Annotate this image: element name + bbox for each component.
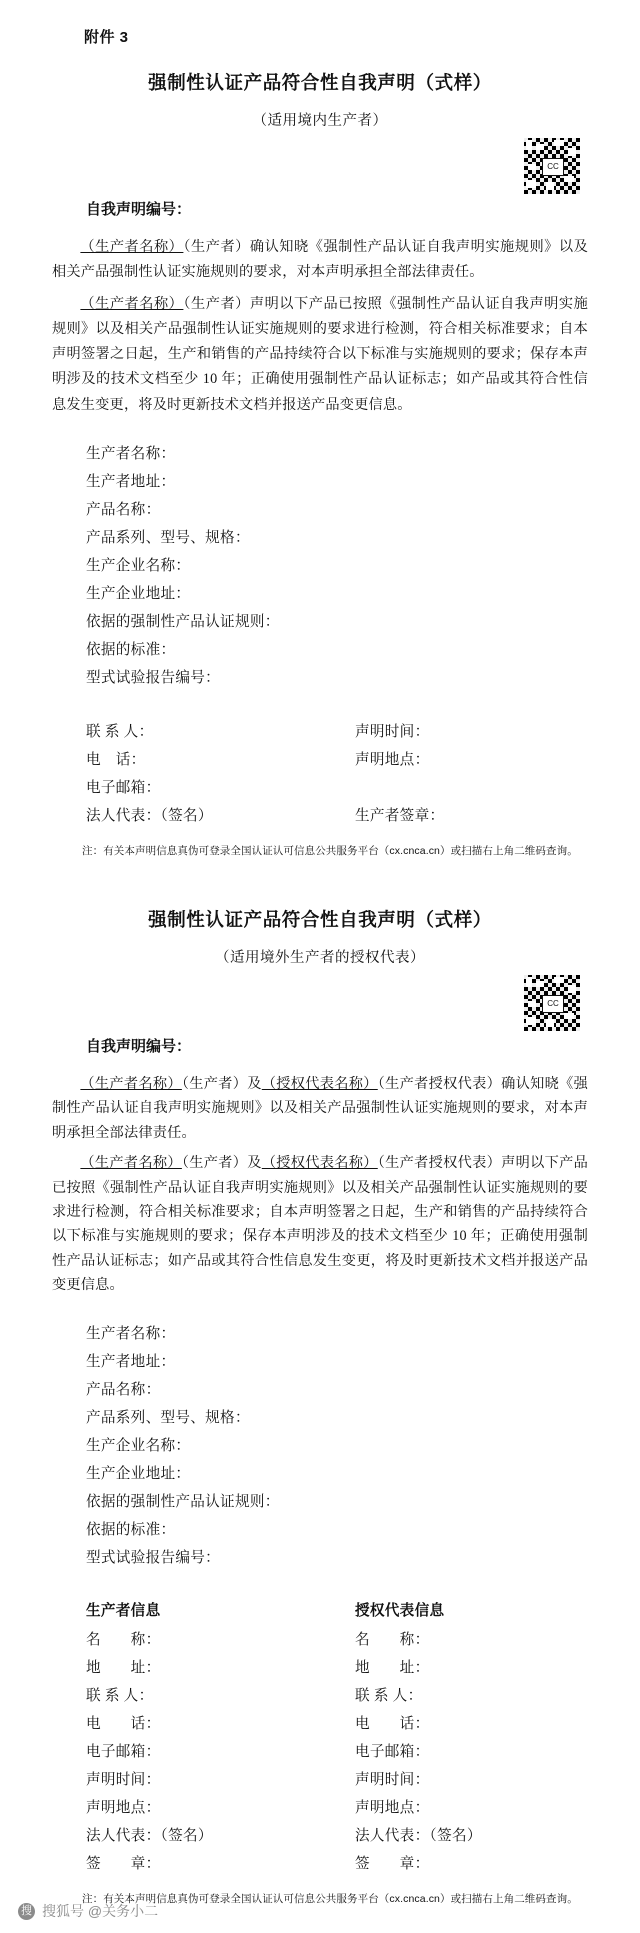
field2-right-contact: 联 系 人： <box>355 1687 423 1704</box>
field2-left-name: 名 称： <box>86 1631 161 1648</box>
watermark-text: 搜狐号 @关务小二 <box>42 1903 159 1920</box>
field2-right-name: 名 称： <box>355 1631 430 1648</box>
contact-block-1 <box>86 718 588 830</box>
field2-certification-rule: 依据的强制性产品认证规则： <box>86 1493 280 1510</box>
field2-test-report-no: 型式试验报告编号： <box>86 1549 221 1566</box>
field2-right-place: 声明地点： <box>355 1799 430 1816</box>
qr-center-label-1: CC <box>542 158 564 176</box>
underline-producer-name-3: （生产者名称） <box>80 1075 182 1092</box>
field2-right-email: 电子邮箱： <box>355 1743 430 1760</box>
field-factory-address: 生产企业地址： <box>86 586 191 603</box>
field-legal-representative: 法人代表：（签名） <box>86 808 213 825</box>
field2-producer-name: 生产者名称： <box>86 1325 176 1342</box>
field2-right-legal-rep: 法人代表：（签名） <box>355 1827 482 1844</box>
field2-standard: 依据的标准： <box>86 1521 176 1538</box>
field2-product-series: 产品系列、型号、规格： <box>86 1409 250 1426</box>
contact-left-column <box>86 718 337 830</box>
field-list-2 <box>86 1320 588 1572</box>
qr-row-1 <box>52 136 588 198</box>
field2-factory-address: 生产企业地址： <box>86 1465 191 1482</box>
field-test-report-no: 型式试验报告编号： <box>86 670 221 687</box>
field2-right-seal: 签 章： <box>355 1855 430 1872</box>
field2-left-contact: 联 系 人： <box>86 1687 154 1704</box>
paragraph-1-1-text: （生产者）确认知晓《强制性产品认证自我声明实施规则》以及相关产品强制性认证实施规则的要求，对本声明承担全部法律责任。 <box>52 239 588 281</box>
page-title-1: 强制性认证产品符合性自我声明（式样） <box>148 72 492 93</box>
field2-right-date: 声明时间： <box>355 1771 430 1788</box>
field2-product-name: 产品名称： <box>86 1381 161 1398</box>
field-producer-name: 生产者名称： <box>86 445 176 462</box>
qr-row-2 <box>52 973 588 1035</box>
field2-right-tel: 电 话： <box>355 1715 430 1732</box>
field-contact-person: 联 系 人： <box>86 724 154 741</box>
field-producer-address: 生产者地址： <box>86 473 176 490</box>
info-block-2 <box>86 1598 588 1878</box>
attachment-label: 附件 3 <box>84 29 129 46</box>
authorized-rep-info-column <box>337 1598 588 1878</box>
field-product-series: 产品系列、型号、规格： <box>86 530 250 547</box>
watermark <box>18 1901 158 1921</box>
qr-center-label-2: CC <box>542 995 564 1013</box>
footnote-2: 注：有关本声明信息真伪可登录全国认证认可信息公共服务平台（cx.cnca.cn）或扫描右上角二维码查询。 <box>82 1892 578 1905</box>
field-product-name: 产品名称： <box>86 502 161 518</box>
field-list-1 <box>86 440 588 692</box>
page-title-2: 强制性认证产品符合性自我声明（式样） <box>148 908 492 930</box>
field-spacer <box>355 774 588 802</box>
producer-info-heading: 生产者信息 <box>86 1602 161 1619</box>
paragraph-1-2-text: （生产者）声明以下产品已按照《强制性产品认证自我声明实施规则》以及相关产品强制性认证实施规则的要求进行检测，符合相关标准要求；自本声明签署之日起，生产和销售的产品持续符合以下标准与实施规则的要求；保存本声明涉及的技术文档至少 10 年；正确使用强制性产品认证标志；如产品或其符合性信息发生变更，将及时更新技术文档并报送产品变更信息。 <box>52 295 588 413</box>
field2-left-seal: 签 章： <box>86 1855 161 1872</box>
field-declaration-place: 声明地点： <box>355 752 430 769</box>
field2-left-date: 声明时间： <box>86 1771 161 1788</box>
declaration-number-label-1: 自我声明编号： <box>86 201 192 218</box>
underline-producer-name-4: （生产者名称） <box>80 1155 182 1172</box>
paragraph-2-2-mid: （生产者）及 <box>181 1155 262 1172</box>
underline-producer-name-2: （生产者名称） <box>80 295 184 312</box>
paragraph-2-1-mid: （生产者）及 <box>181 1075 262 1092</box>
underline-authorized-rep-2: （授权代表名称） <box>261 1155 378 1172</box>
field2-left-email: 电子邮箱： <box>86 1743 161 1760</box>
field-declaration-date: 声明时间： <box>355 724 430 741</box>
field2-producer-address: 生产者地址： <box>86 1353 176 1370</box>
field2-right-address: 地 址： <box>355 1659 430 1676</box>
sohu-badge-icon: 搜 <box>18 1903 35 1920</box>
field2-factory-name: 生产企业名称： <box>86 1437 191 1454</box>
underline-producer-name-1: （生产者名称） <box>80 239 184 255</box>
qr-code-icon-2 <box>522 973 582 1033</box>
field2-left-address: 地 址： <box>86 1659 161 1676</box>
paragraph-2-1 <box>52 1072 588 1145</box>
section-domestic-producer <box>52 69 588 860</box>
producer-info-column <box>86 1598 337 1878</box>
field-standard: 依据的标准： <box>86 642 176 659</box>
field-certification-rule: 依据的强制性产品认证规则： <box>86 614 280 631</box>
field-email: 电子邮箱： <box>86 780 161 797</box>
field-producer-seal: 生产者签章： <box>355 808 445 825</box>
contact-right-column <box>337 718 588 830</box>
qr-code-icon-1 <box>522 136 582 196</box>
field-factory-name: 生产企业名称： <box>86 558 191 575</box>
section-overseas-authorized-rep <box>52 906 588 1908</box>
section-gap <box>52 860 588 906</box>
field-telephone: 电 话： <box>86 752 146 769</box>
authorized-rep-info-heading: 授权代表信息 <box>355 1602 445 1619</box>
underline-authorized-rep-1: （授权代表名称） <box>261 1075 378 1092</box>
paragraph-2-2 <box>52 1151 588 1298</box>
field2-left-tel: 电 话： <box>86 1715 161 1732</box>
paragraph-1-2 <box>52 292 588 418</box>
field2-left-legal-rep: 法人代表：（签名） <box>86 1827 213 1844</box>
footnote-1: 注：有关本声明信息真伪可登录全国认证认可信息公共服务平台（cx.cnca.cn）或扫描右上角二维码查询。 <box>82 845 578 858</box>
paragraph-1-1 <box>52 235 588 286</box>
paragraph-2-2-text: （生产者授权代表）声明以下产品已按照《强制性产品认证自我声明实施规则》以及相关产品强制性认证实施规则的要求进行检测，符合相关标准要求；自本声明签署之日起，生产和销售的产品持续符合以下标准与实施规则的要求；保存本声明涉及的技术文档至少 10 年；正确使用强制性产品认证标志；如产品或其符合性信息发生变更，将及时更新技术文档并报送产品变更信息。 <box>52 1155 588 1294</box>
field2-left-place: 声明地点： <box>86 1799 161 1816</box>
paragraph-2-1-text: （生产者授权代表）确认知晓《强制性产品认证自我声明实施规则》以及相关产品强制性认证实施规则的要求，对本声明承担全部法律责任。 <box>52 1075 588 1141</box>
page-subtitle-1: （适用境内生产者） <box>252 113 388 129</box>
page-subtitle-2: （适用境外生产者的授权代表） <box>215 949 425 966</box>
declaration-number-label-2: 自我声明编号： <box>86 1037 192 1055</box>
